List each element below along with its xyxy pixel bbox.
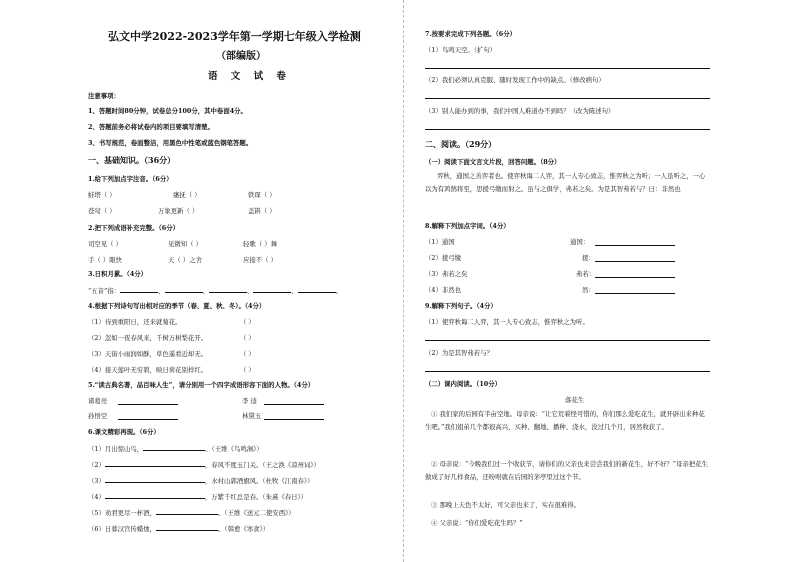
q8-label: 援：	[582, 254, 595, 262]
q6-item: （2） ，春风不度玉门关。（王之涣《凉州词》）	[88, 461, 320, 469]
q4-answer[interactable]: （ ）	[240, 350, 255, 358]
q5-blank[interactable]	[118, 419, 178, 420]
q8-blank[interactable]	[595, 245, 675, 246]
q5-label: 李 逵	[242, 397, 257, 405]
q6-blank[interactable]	[143, 444, 205, 451]
q2-item: 轻歌（ ）舞	[243, 240, 277, 248]
q3-label: “五音”指：	[88, 287, 121, 295]
q8-prompt: 8.解释下列加点字词。（4分）	[425, 222, 510, 230]
q3-blank[interactable]	[120, 286, 158, 293]
q2-item: 天（ ）之舍	[168, 256, 202, 264]
q4-answer[interactable]: （ ）	[240, 366, 255, 374]
q1-item: 瘙抚（ ）	[173, 191, 201, 199]
q4-answer[interactable]: （ ）	[240, 334, 255, 342]
section-basics: 一、基础知识。（36分）	[88, 155, 176, 165]
q8-blank[interactable]	[595, 293, 675, 294]
q5-label: 林黛玉	[242, 412, 262, 420]
story-paragraph: ② 母亲说：“今晚我们过一个收获节，请你们的父亲也来尝尝我们的新花生，好不好？”母亲把花生做成了好几样食品，还吩咐就在后园的茅亭里过这个节。	[425, 460, 708, 481]
q8-blank[interactable]	[595, 277, 675, 278]
q8-term: （1）通国	[425, 238, 455, 246]
q9-item: （2）为是其智弗若与？	[425, 349, 493, 357]
q8-blank[interactable]	[595, 261, 675, 262]
q7-answer-line[interactable]	[425, 129, 710, 130]
notes-heading: 注意事项：	[88, 92, 120, 100]
q2-item: 手（ ）眼快	[88, 256, 122, 264]
q6-blank[interactable]	[105, 492, 205, 499]
q7-item: （1）鸟鸣天空。（扩句）	[425, 46, 497, 54]
column-divider	[403, 0, 404, 562]
q6-blank[interactable]	[156, 524, 218, 531]
exam-title: 弘文中学2022-2023学年第一学期七年级入学检测	[108, 30, 361, 43]
q4-item: （1）待到重阳日，还来就菊花。	[88, 318, 182, 326]
q5-blank[interactable]	[118, 404, 178, 405]
q3-blank[interactable]	[298, 286, 336, 293]
q6-item: （4） ，万紫千红总是春。（朱熹《春日》）	[88, 493, 308, 501]
q7-answer-line[interactable]	[425, 98, 710, 99]
q4-item: （2）忽如一夜春风来，千树万树梨花开。	[88, 334, 208, 342]
q2-item: 司空见（ ）	[88, 240, 122, 248]
q6-item: （6）日暮汉宫传蜡烛， 。（韩愈《寒食》）	[88, 525, 270, 533]
q7-prompt: 7.按要求完成下列各题。（6分）	[425, 30, 516, 38]
q7-item: （3）别人能办到的事，我们中国人难道办不到吗？（改为陈述句）	[425, 107, 615, 115]
q6-blank[interactable]	[105, 460, 205, 467]
q9-item: （1）使弈秋诲二人弈，其一人专心致志，惟弈秋之为听。	[425, 318, 589, 326]
q4-item: （3）天街小雨润如酥，草色遥看近却无。	[88, 350, 208, 358]
q4-prompt: 4.根据下列诗句写出相对应的季节（春、夏、秋、冬）。（4分）	[88, 302, 266, 310]
q6-item: （5）劝君更尽一杯酒， 。（王维《送元二使安西》）	[88, 509, 295, 517]
story-paragraph: ① 我们家的后园有半亩空地。母亲说：“让它荒着怪可惜的，你们那么爱吃花生，就开辟出来种花生吧。”我们姐弟几个都很高兴，买种、翻地、播种、浇水，没过几个月，居然收获了。	[425, 410, 705, 431]
q4-answer[interactable]: （ ）	[240, 318, 255, 326]
q6-item: （3） ，水村山郭酒旗风。（杜牧《江南春》）	[88, 477, 314, 485]
q6-prompt: 6.课文精彩再现。（6分）	[88, 428, 160, 436]
q6-item: （1）月出惊山鸟， 。（王维《鸟鸣涧》）	[88, 445, 263, 453]
q6-blank[interactable]	[105, 476, 205, 483]
q4-item: （4）接天莲叶无穷碧，映日荷花别样红。	[88, 366, 208, 374]
q8-term: （3）弗若之矣	[425, 270, 468, 278]
q7-answer-line[interactable]	[425, 68, 710, 69]
q1-item: 苍穹（ ）	[88, 207, 116, 215]
section-reading: 二、阅读。（29分）	[425, 139, 497, 149]
q3-prompt: 3.日积月累。（4分）	[88, 270, 148, 278]
exam-edition: （部编版）	[216, 51, 266, 62]
q1-item: 万象更新（ ）	[158, 207, 199, 215]
note-1: 1、答题时间80分钟，试卷总分100分，其中卷面4分。	[88, 107, 247, 115]
q1-item: 铁琛（ ）	[248, 191, 276, 199]
q8-term: （2）援弓缴	[425, 254, 462, 262]
paper-title: 语 文 试 卷	[208, 71, 291, 82]
q5-blank[interactable]	[264, 419, 324, 420]
q9-prompt: 9.解释下列句子。（4分）	[425, 302, 497, 310]
story-paragraph: ③ 那晚上天色不太好，可父亲也来了，实在很难得。	[431, 501, 581, 509]
q3-blank[interactable]	[253, 286, 291, 293]
q3-line: “五音”指： 、 、 、 、 。	[88, 287, 343, 295]
classical-passage: 弈秋，通国之善弈者也。使弈秋诲二人弈，其一人专心致志，惟弈秋之为听；一人虽听之，一心以为有鸿鹄将至，思援弓缴而射之。虽与之俱学，弗若之矣。为是其智弗若与？曰：非然也	[425, 172, 706, 193]
q1-prompt: 1.给下列加点字注音。（6分）	[88, 175, 173, 183]
q5-prompt: 5.“读古典名著，品百味人生”，请分别用一个四字成语形容下面的人物。（4分）	[88, 381, 315, 389]
q2-item: 见微知（ ）	[168, 240, 202, 248]
q1-item: 蛙塔（ ）	[88, 191, 116, 199]
q8-label: 然：	[582, 286, 595, 294]
q5-label: 孙悟空	[88, 412, 108, 420]
story-title: 落花生	[565, 396, 585, 404]
q5-blank[interactable]	[264, 404, 324, 405]
q9-answer-line[interactable]	[425, 340, 710, 341]
q1-item: 盖斟（ ）	[248, 207, 276, 215]
q8-label: 弗若：	[576, 270, 596, 278]
q3-blank[interactable]	[209, 286, 247, 293]
part1-prompt: （一）阅读下面文言文片段，回答问题。（8分）	[425, 158, 561, 166]
q2-prompt: 2.把下列成语补充完整。（6分）	[88, 224, 179, 232]
part2-prompt: （二）课内阅读。（10分）	[425, 380, 501, 388]
q8-label: 通国：	[570, 238, 590, 246]
q8-term: （4）非然也	[425, 286, 462, 294]
q7-item: （2）我们必须认真克服、随时发现工作中的缺点。（修改病句）	[425, 76, 605, 84]
q2-item: 应接不（ ）	[243, 256, 277, 264]
q5-label: 诸葛亮	[88, 397, 108, 405]
story-paragraph: ④ 父亲说：“你们爱吃花生吗？”	[431, 519, 523, 527]
q6-blank[interactable]	[156, 508, 218, 515]
q9-answer-line[interactable]	[425, 371, 710, 372]
note-3: 3、书写规范，卷面整洁，用黑色中性笔或蓝色钢笔答题。	[88, 139, 253, 147]
note-2: 2、答题前务必将试卷内的项目要填写清楚。	[88, 123, 214, 131]
q3-blank[interactable]	[165, 286, 203, 293]
